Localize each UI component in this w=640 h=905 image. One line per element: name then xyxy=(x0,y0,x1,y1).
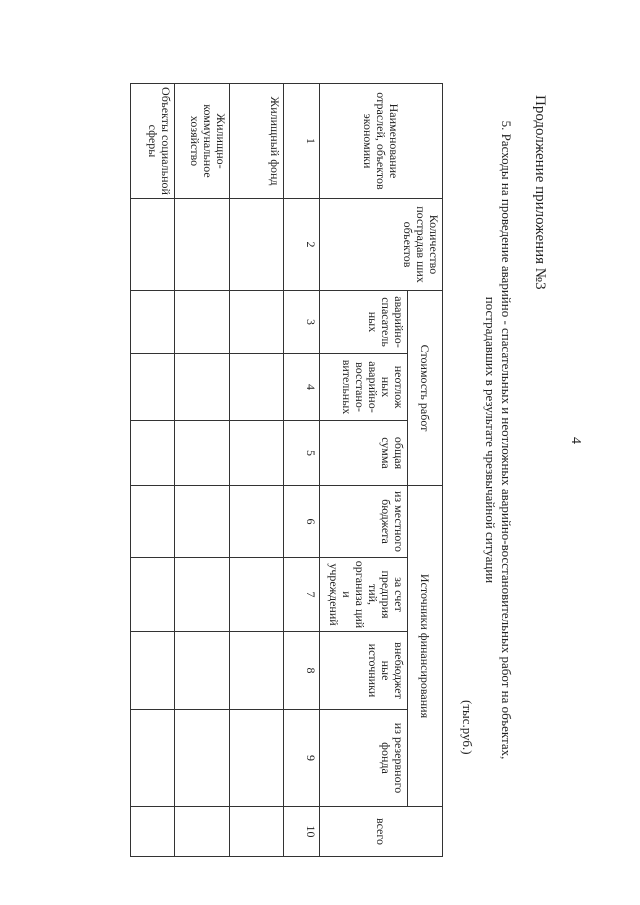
column-number: 6 xyxy=(284,486,320,558)
table-cell xyxy=(230,199,284,291)
units-label: (тыс.руб.) xyxy=(460,700,475,755)
column-number: 3 xyxy=(284,291,320,354)
table-cell xyxy=(175,354,230,421)
table-row xyxy=(230,84,284,857)
appendix-label: Продолжение приложения №3 xyxy=(532,95,548,290)
table-row xyxy=(131,84,175,857)
header-src-offbudget: внебюджет ные источники xyxy=(320,632,408,710)
table-cell xyxy=(131,199,175,291)
header-cost-total: общая сумма xyxy=(320,421,408,486)
header-name: Наименование отраслей, объектов экономики xyxy=(320,84,443,199)
header-count: Количество пострадав ших объектов xyxy=(320,199,443,291)
header-cost-rescue: аварийно-спасатель ных xyxy=(320,291,408,354)
header-cost-group: Стоимость работ xyxy=(408,291,443,486)
header-sources-group: Источники финансирования xyxy=(408,486,443,807)
table-cell xyxy=(131,710,175,807)
expenses-table xyxy=(130,83,443,857)
table-cell xyxy=(230,486,284,558)
header-cost-urgent: неотлож ных аварийно-восстано-вительных xyxy=(320,354,408,421)
document-heading xyxy=(482,80,514,800)
table-cell xyxy=(131,421,175,486)
header-total: всего xyxy=(320,807,443,857)
table-cell xyxy=(175,291,230,354)
table-cell xyxy=(175,632,230,710)
table-cell xyxy=(131,486,175,558)
table-cell xyxy=(230,710,284,807)
table-cell xyxy=(175,807,230,857)
table-cell xyxy=(230,354,284,421)
page-number: 4 xyxy=(568,437,583,444)
table-row xyxy=(175,84,230,857)
column-number: 4 xyxy=(284,354,320,421)
column-number: 1 xyxy=(284,84,320,199)
column-number: 9 xyxy=(284,710,320,807)
table-cell xyxy=(230,807,284,857)
table-cell xyxy=(175,421,230,486)
table-cell xyxy=(230,421,284,486)
row-name: Объекты социальной сферы xyxy=(131,84,175,199)
table-cell xyxy=(175,558,230,632)
table-cell xyxy=(131,354,175,421)
column-number: 8 xyxy=(284,632,320,710)
table-cell xyxy=(131,558,175,632)
header-src-enterprises: за счет предприя тий, организа ций и учреждений xyxy=(320,558,408,632)
column-number: 5 xyxy=(284,421,320,486)
table-cell xyxy=(230,632,284,710)
column-number: 2 xyxy=(284,199,320,291)
heading-line-1: 5. Расходы на проведение аварийно - спасательных и неотложных аварийно-восстановительных работ на объектах, xyxy=(499,120,514,760)
table-cell xyxy=(230,558,284,632)
table-cell xyxy=(175,486,230,558)
column-number: 10 xyxy=(284,807,320,857)
table-cell xyxy=(131,291,175,354)
header-src-reserve: из резервного фонда xyxy=(320,710,408,807)
table-cell xyxy=(230,291,284,354)
row-name: Жилищно-коммунальное хозяйство xyxy=(175,84,230,199)
table-cell xyxy=(175,199,230,291)
heading-line-2: пострадавших в результате чрезвычайной ситуации xyxy=(483,296,498,584)
table-cell xyxy=(131,632,175,710)
header-src-local: из местного бюджета xyxy=(320,486,408,558)
column-number: 7 xyxy=(284,558,320,632)
table-cell xyxy=(131,807,175,857)
table-cell xyxy=(175,710,230,807)
row-name: Жилищный фонд xyxy=(230,84,284,199)
